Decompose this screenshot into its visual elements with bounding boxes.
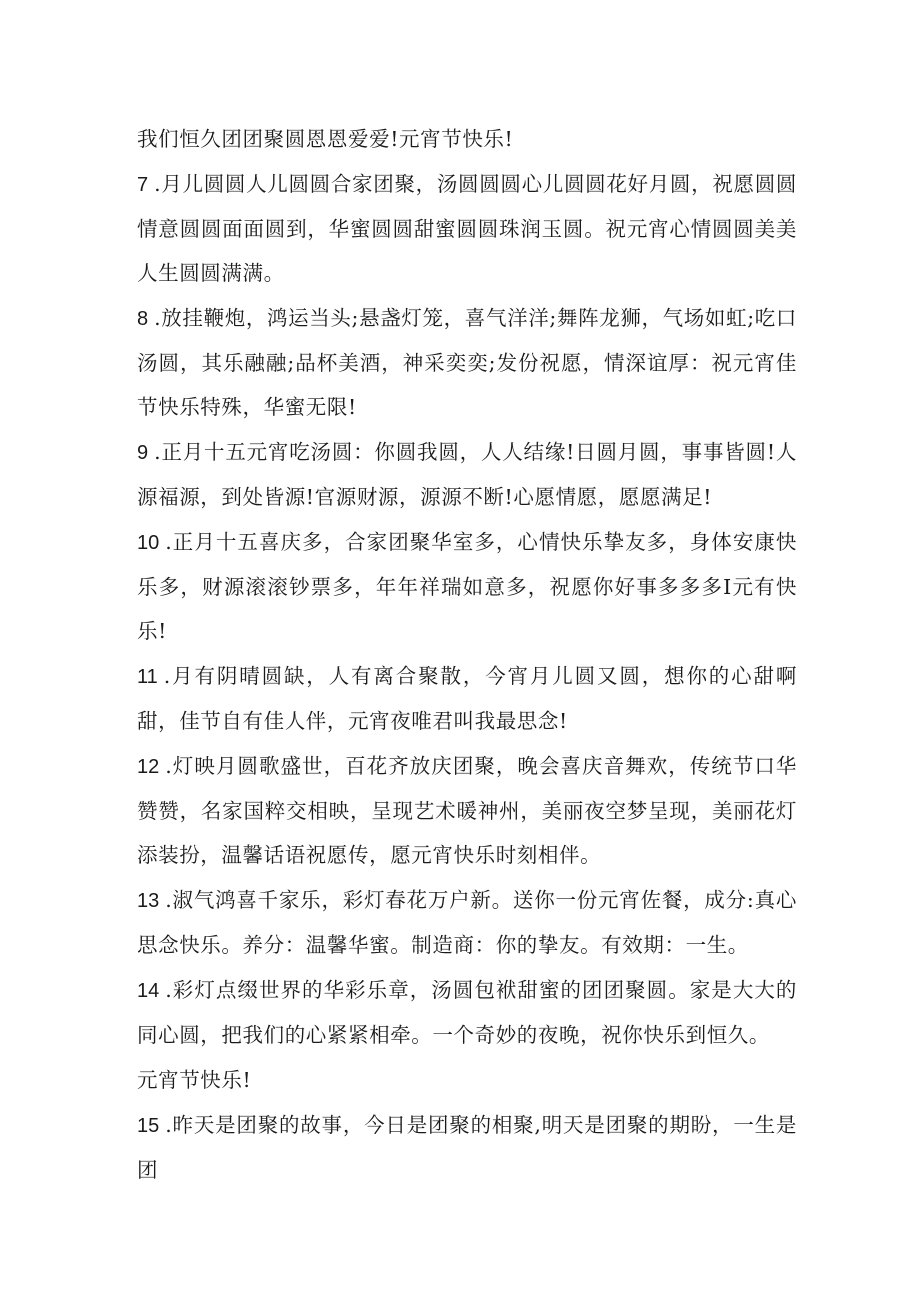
paragraph-text: 元宵节快乐! [137,1068,252,1092]
item-number: 7 [137,174,149,196]
item-text: .灯映月圆歌盛世，百花齐放庆团聚，晚会喜庆音舞欢，传统节口华赞赞，名家国粹交相映，呈现艺术暖神州，美丽夜空梦呈现，美丽花灯添装扮，温馨话语祝愿传，愿元宵快乐时刻相伴。 [137,754,797,867]
item-number: 12 [137,756,160,778]
list-item-7 [137,162,797,295]
paragraph-continued [137,117,797,161]
item-text: .昨天是团聚的故事，今日是团聚的相聚,明天是团聚的期盼，一生是团 [137,1113,797,1182]
paragraph-standalone [137,1058,797,1102]
item-number: 13 [137,890,160,912]
item-text: .月儿圆圆人儿圆圆合家团聚，汤圆圆圆心儿圆圆花好月圆，祝愿圆圆情意圆圆面面圆到，华蜜圆圆甜蜜圆圆珠润玉圆。祝元宵心情圆圆美美人生圆圆满满。 [137,172,797,285]
item-text: .正月十五元宵吃汤圆：你圆我圆，人人结缘!日圆月圆，事事皆圆!人源福源，到处皆源!官源财源，源源不断!心愿情愿，愿愿满足! [137,440,797,509]
item-text: .放挂鞭炮，鸿运当头;悬盏灯笼，喜气洋洋;舞阵龙狮，气场如虹;吃口汤圆，其乐融融;品杯美酒，神采奕奕;发份祝愿，情深谊厚：祝元宵佳节快乐特殊，华蜜无限! [137,306,797,419]
item-number: 15 [137,1115,160,1137]
list-item-12 [137,744,797,877]
list-item-11 [137,654,797,743]
list-item-15 [137,1103,797,1192]
item-number: 8 [137,308,149,330]
list-item-9 [137,430,797,519]
item-text: .月有阴晴圆缺，人有离合聚散，今宵月儿圆又圆，想你的心甜啊甜，佳节自有佳人伴，元宵夜唯君叫我最思念! [137,664,797,733]
item-number: 11 [137,666,158,688]
item-number: 10 [137,532,160,554]
document-body [137,117,797,1193]
item-number: 9 [137,442,149,464]
paragraph-text: 我们恒久团团聚圆恩恩爱爱!元宵节快乐! [137,127,514,151]
item-text: .彩灯点缀世界的华彩乐章，汤圆包袱甜蜜的团团聚圆。家是大大的同心圆，把我们的心紧紧相牵。一个奇妙的夜晚，祝你快乐到恒久。 [137,978,797,1047]
item-number: 14 [137,980,160,1002]
list-item-13 [137,878,797,967]
item-text: .淑气鸿喜千家乐，彩灯春花万户新。送你一份元宵佐餐，成分:真心思念快乐。养分：温馨华蜜。制造商：你的挚友。有效期：一生。 [137,888,797,957]
list-item-8 [137,296,797,429]
list-item-10 [137,520,797,653]
item-text: .正月十五喜庆多，合家团聚华室多，心情快乐挚友多，身体安康快乐多，财源滚滚钞票多，年年祥瑞如意多，祝愿你好事多多多I元有快乐! [137,530,797,643]
list-item-14 [137,968,797,1057]
